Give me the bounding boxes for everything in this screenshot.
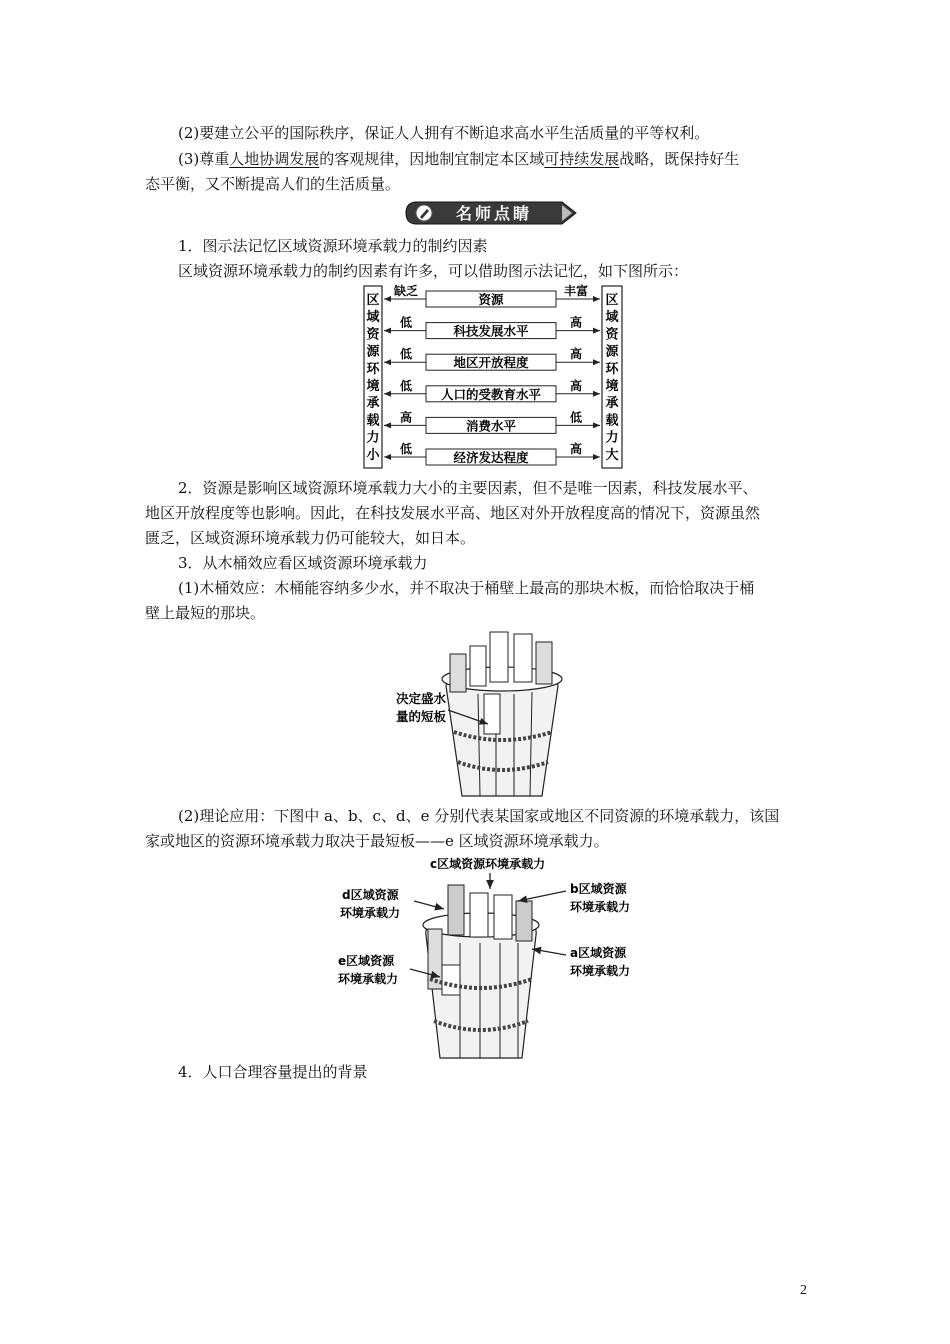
item-1-title: 1．图示法记忆区域资源环境承载力的制约因素 bbox=[178, 237, 488, 255]
right-level-label: 高 bbox=[569, 442, 583, 456]
left-level-label: 低 bbox=[399, 347, 413, 362]
label-d-l1: d区域资源 bbox=[342, 888, 399, 902]
arrow-a bbox=[532, 949, 566, 955]
stave-b bbox=[494, 895, 512, 939]
short-plank-label-l1: 决定盛水 bbox=[396, 691, 447, 706]
right-level-label: 低 bbox=[569, 410, 583, 425]
right-label-char: 大 bbox=[605, 447, 619, 463]
left-level-label: 高 bbox=[399, 410, 413, 425]
right-level-label: 高 bbox=[569, 378, 583, 393]
factor-diagram bbox=[362, 284, 624, 470]
section-badge bbox=[402, 200, 580, 226]
factor-label: 消费水平 bbox=[465, 418, 517, 434]
left-label-char: 源 bbox=[366, 344, 380, 360]
underlined-term: 可持续发展 bbox=[544, 150, 620, 168]
left-label-char: 区 bbox=[366, 293, 380, 308]
factor-row bbox=[384, 378, 600, 402]
right-label-char: 资 bbox=[605, 327, 619, 343]
stave-c bbox=[470, 893, 488, 937]
right-level-label: 高 bbox=[569, 315, 583, 330]
factor-row bbox=[384, 315, 600, 339]
factor-label: 经济发达程度 bbox=[453, 450, 529, 465]
factor-row bbox=[384, 284, 600, 307]
label-d-l2: 环境承载力 bbox=[340, 906, 401, 920]
short-plank-label-l2: 量的短板 bbox=[396, 709, 447, 724]
item-3-para-2-line-2: 家或地区的资源环境承载力取决于最短板——e 区域资源环境承载力。 bbox=[145, 832, 609, 850]
right-label-char: 源 bbox=[605, 344, 619, 360]
label-e-l2: 环境承载力 bbox=[338, 972, 399, 986]
badge-label: 名师点睛 bbox=[455, 204, 533, 223]
wooden-bucket-illustration bbox=[388, 624, 588, 799]
right-level-label: 高 bbox=[569, 347, 583, 362]
item-3-title: 3．从木桶效应看区域资源环境承载力 bbox=[178, 554, 428, 572]
label-c: c区域资源环境承载力 bbox=[430, 857, 546, 871]
right-label-char: 域 bbox=[605, 310, 619, 326]
right-label-char: 力 bbox=[605, 430, 619, 446]
paragraph-3-line-1 bbox=[178, 147, 739, 171]
factor-row bbox=[384, 441, 600, 465]
paragraph-3-line-2: 态平衡，又不断提高人们的生活质量。 bbox=[145, 175, 401, 193]
factor-label: 资源 bbox=[478, 292, 504, 307]
factor-row bbox=[384, 409, 600, 433]
right-label-char: 载 bbox=[605, 413, 619, 429]
right-label-char: 环 bbox=[605, 361, 619, 377]
left-label-char: 载 bbox=[366, 413, 380, 429]
left-label-char: 域 bbox=[366, 310, 380, 326]
factor-rows bbox=[384, 284, 600, 465]
left-level-label: 低 bbox=[399, 442, 413, 456]
pencil-icon bbox=[416, 205, 432, 221]
factor-label: 人口的受教育水平 bbox=[440, 386, 542, 402]
labeled-bucket-illustration bbox=[330, 853, 650, 1063]
label-e-l1: e区域资源 bbox=[338, 954, 395, 968]
left-level-label: 缺乏 bbox=[393, 284, 419, 298]
label-a-l1: a区域资源 bbox=[570, 946, 627, 960]
left-label-char: 小 bbox=[366, 447, 380, 463]
right-label-char: 境 bbox=[605, 379, 619, 394]
stave-d bbox=[448, 885, 464, 935]
stave-e-short bbox=[442, 965, 460, 995]
paragraph-2: (2)要建立公平的国际秩序，保证人人拥有不断追求高水平生活质量的平等权利。 bbox=[178, 124, 710, 142]
label-b-l2: 环境承载力 bbox=[570, 900, 631, 914]
item-4-title: 4．人口合理容量提出的背景 bbox=[178, 1063, 368, 1081]
item-2-line-2: 地区开放程度等也影响。因此，在科技发展水平高、地区对外开放程度高的情况下，资源虽然 bbox=[145, 504, 761, 522]
underlined-term: 人地协调发展 bbox=[229, 150, 320, 168]
page-number: 2 bbox=[800, 1283, 807, 1298]
arrow-d bbox=[414, 901, 444, 909]
text: (3)尊重 bbox=[178, 150, 230, 168]
arrow-b bbox=[518, 891, 566, 901]
item-1-intro: 区域资源环境承载力的制约因素有许多，可以借助图示法记忆，如下图所示： bbox=[178, 262, 689, 280]
left-label-char: 资 bbox=[366, 327, 380, 343]
item-2-line-3: 匮乏，区域资源环境承载力仍可能较大，如日本。 bbox=[145, 529, 476, 547]
item-3-para-1-line-1: (1)木桶效应：木桶能容纳多少水，并不取决于桶壁上最高的那块木板，而恰恰取决于桶 bbox=[178, 579, 755, 597]
factor-label: 科技发展水平 bbox=[453, 323, 529, 339]
label-a-l2: 环境承载力 bbox=[570, 964, 631, 978]
short-plank bbox=[484, 694, 500, 734]
item-2-line-1: 2．资源是影响区域资源环境承载力大小的主要因素，但不是唯一因素，科技发展水平、 bbox=[178, 479, 758, 497]
item-3-para-2-line-1: (2)理论应用：下图中 a、b、c、d、e 分别代表某国家或地区不同资源的环境承载力，该国 bbox=[178, 807, 780, 825]
stave-right bbox=[516, 901, 532, 941]
factor-label: 地区开放程度 bbox=[453, 355, 529, 371]
left-label-char: 环 bbox=[366, 361, 380, 377]
left-label-char: 境 bbox=[366, 379, 380, 394]
left-level-label: 低 bbox=[399, 315, 413, 330]
left-label-char: 承 bbox=[366, 396, 380, 412]
left-label-char: 力 bbox=[366, 430, 380, 446]
bucket-staves bbox=[423, 885, 539, 1058]
right-level-label: 丰富 bbox=[563, 284, 589, 298]
factor-row bbox=[384, 346, 600, 370]
text: 的客观规律，因地制宜制定本区域 bbox=[319, 150, 545, 168]
right-label-char: 承 bbox=[605, 396, 619, 412]
label-b-l1: b区域资源 bbox=[570, 882, 627, 896]
left-level-label: 低 bbox=[399, 378, 413, 393]
right-label-char: 区 bbox=[605, 293, 619, 308]
text: 战略，既保持好生 bbox=[619, 150, 740, 168]
item-3-para-1-line-2: 壁上最短的那块。 bbox=[145, 604, 266, 622]
